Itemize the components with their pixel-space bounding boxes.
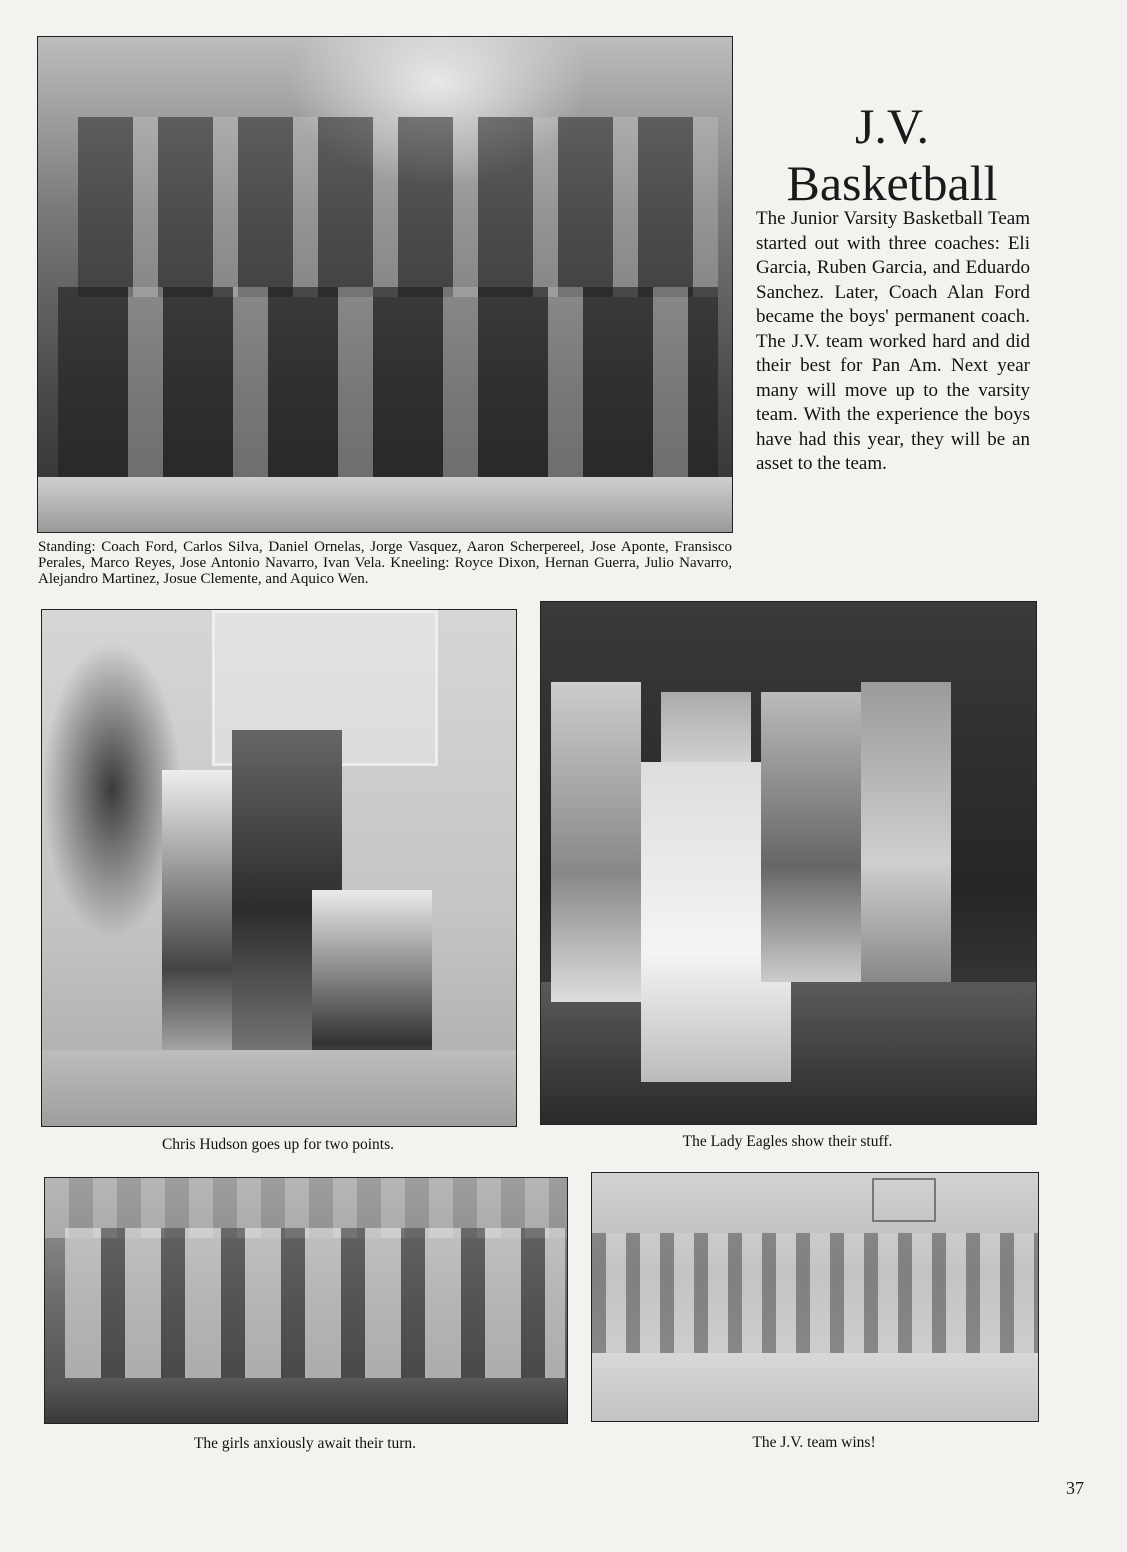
lady-eagles-photo-caption: The Lady Eagles show their stuff. — [682, 1133, 893, 1150]
team-photo-caption: Standing: Coach Ford, Carlos Silva, Daniel Ornelas, Jorge Vasquez, Aaron Scherpereel, Jose Aponte, Fransisco Perales, Marco Reyes, Jose Antonio Navarro, Ivan Vela. Kneeling: Royce Dixon, Hernan Guerra, Julio Navarro, Alejandro Martinez, Josue Clemente, and Aquico Wen. — [38, 539, 732, 587]
page-title-line2: Basketball — [786, 155, 998, 211]
jv-wins-photo-caption: The J.V. team wins! — [752, 1434, 876, 1451]
team-photo — [37, 36, 733, 533]
hudson-photo-caption: Chris Hudson goes up for two points. — [161, 1136, 395, 1153]
lady-eagles-photo — [540, 601, 1037, 1125]
girls-bench-photo — [44, 1177, 568, 1424]
page-title-line1: J.V. — [854, 98, 930, 154]
hudson-photo — [41, 609, 517, 1127]
jv-wins-photo — [591, 1172, 1039, 1422]
article-text: The Junior Varsity Basketball Team started out with three coaches: Eli Garcia, Ruben Garcia, and Eduardo Sanchez. Later, Coach Alan Ford became the boys' permanent coach. The J.V. team worked hard and did their best for Pan Am. Next year many will move up to the varsity team. With the experience the boys have had this year, they will be an asset to the team. — [756, 208, 1030, 474]
girls-bench-photo-caption: The girls anxiously await their turn. — [193, 1435, 417, 1452]
page-number: 37 — [1066, 1478, 1084, 1498]
